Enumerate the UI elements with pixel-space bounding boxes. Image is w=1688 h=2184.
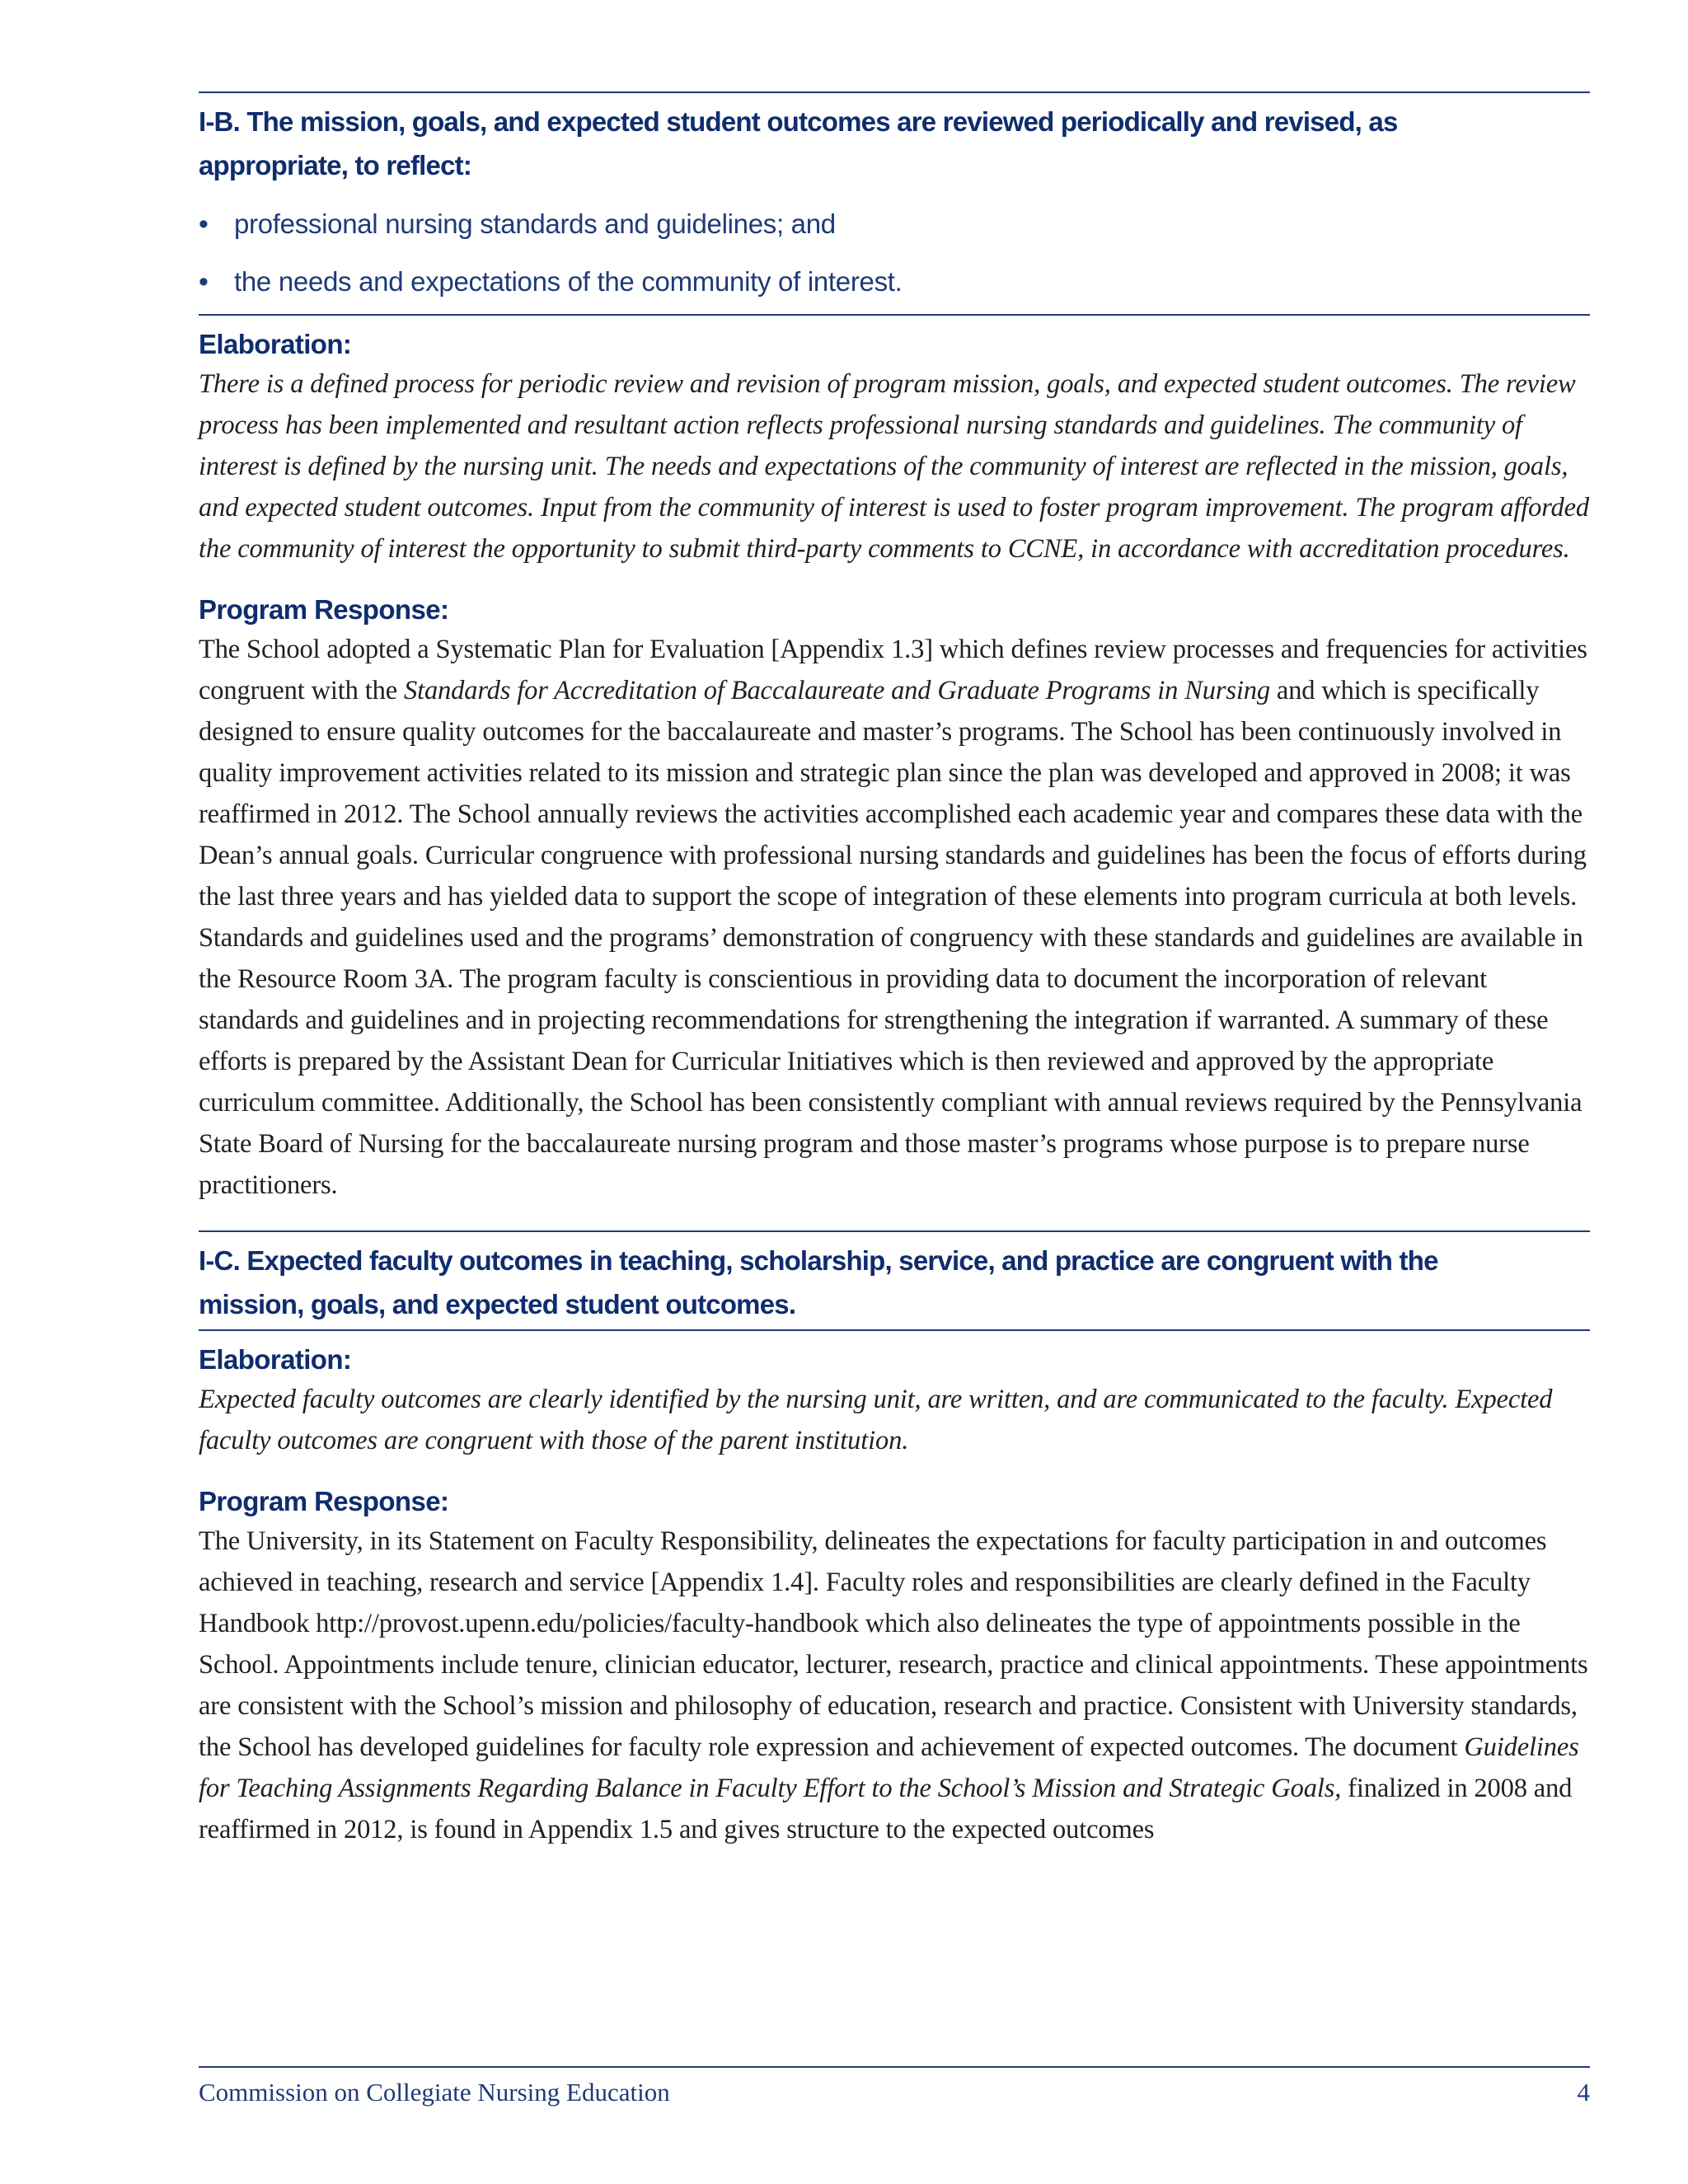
standard-ic-statement: I-C. Expected faculty outcomes in teaching, scholarship, service, and practice are congruent with the mission, goals, and expected student outcomes. — [199, 1245, 1438, 1319]
guidelines-title: Guidelines for Teaching Assignments Regarding Balance in Faculty Effort to the School’s Mission and Strategic Goals, — [199, 1732, 1579, 1803]
page-number: 4 — [1577, 2078, 1590, 2107]
response-text-segment: The University, in its Statement on Faculty Responsibility, delineates the expectations for faculty participation in and outcomes achieved in teaching, research and service [Appendix 1.4]. Faculty roles and responsibilities are clearly defined in the Faculty Handbook http://provost.upenn.edu/policies/faculty-handbook which also delineates the type of appointments possible in the School. Appointments include tenure, clinician educator, lecturer, research, practice and clinical appointments. These appointments are consistent with the School’s mission and philosophy of education, research and practice. Consistent with University standards, the School has developed guidelines for faculty role expression and achievement of expected outcomes. The document — [199, 1526, 1588, 1762]
response-text-segment: finalized in 2008 and reaffirmed in 2012, is found in Appendix 1.5 and gives structure to the expected outcomes — [199, 1774, 1573, 1844]
response-text-segment: The School adopted a Systematic Plan for Evaluation [Appendix 1.3] which defines review processes and frequencies for activities congruent with the — [199, 635, 1587, 705]
response-text-segment: and which is specifically designed to ensure quality outcomes for the baccalaureate and master’s programs. The School has been continuously involved in quality improvement activities related to its mission and strategic plan since the plan was developed and approved in 2008; it was reaffirmed in 2012. The School annually reviews the activities accomplished each academic year and compares these data with the Dean’s annual goals. Curricular congruence with professional nursing standards and guidelines has been the focus of efforts during the last three years and has yielded data to support the scope of integration of these elements into program curricula at both levels. Standards and guidelines used and the programs’ demonstration of congruency with these standards and guidelines are available in the Resource Room 3A. The program faculty is conscientious in providing data to document the incorporation of relevant standards and guidelines and in projecting recommendations for strengthening the integration if warranted. A summary of these efforts is prepared by the Assistant Dean for Curricular Initiatives which is then reviewed and approved by the appropriate curriculum committee. Additionally, the School has been consistently compliant with annual reviews required by the Pennsylvania State Board of Nursing for the baccalaureate nursing program and those master’s programs whose purpose is to prepare nurse practitioners. — [199, 676, 1587, 1200]
footer-organization: Commission on Collegiate Nursing Education — [199, 2078, 670, 2107]
divider — [199, 314, 1590, 316]
elaboration-text: Expected faculty outcomes are clearly identified by the nursing unit, are written, and are communicated to the faculty. Expected faculty outcomes are congruent with those of the parent institution. — [199, 1385, 1553, 1455]
list-item: • the needs and expectations of the community of interest. — [199, 253, 1590, 311]
page-footer — [199, 2066, 1590, 2107]
standards-title: Standards for Accreditation of Baccalaureate and Graduate Programs in Nursing — [403, 676, 1270, 705]
elaboration-heading: Elaboration: — [199, 329, 352, 359]
elaboration-heading: Elaboration: — [199, 1344, 352, 1375]
program-response-heading: Program Response: — [199, 1486, 449, 1516]
program-response-heading: Program Response: — [199, 594, 449, 625]
standard-ib-statement: I-B. The mission, goals, and expected student outcomes are reviewed periodically and revised, as appropriate, to reflect: — [199, 106, 1398, 180]
list-item: • professional nursing standards and guidelines; and — [199, 195, 1590, 253]
standard-ib-bullet-list — [199, 195, 1590, 311]
divider — [199, 1329, 1590, 1331]
elaboration-text: There is a defined process for periodic review and revision of program mission, goals, and expected student outcomes. The review process has been implemented and resultant action reflects professional nursing standards and guidelines. The community of interest is defined by the nursing unit. The needs and expectations of the community of interest are reflected in the mission, goals, and expected student outcomes. Input from the community of interest is used to foster program improvement. The program afforded the community of interest the opportunity to submit third-party comments to CCNE, in accordance with accreditation procedures. — [199, 369, 1589, 564]
program-response-text — [199, 1521, 1590, 1850]
program-response-text — [199, 629, 1590, 1206]
document-page — [199, 0, 1590, 1850]
